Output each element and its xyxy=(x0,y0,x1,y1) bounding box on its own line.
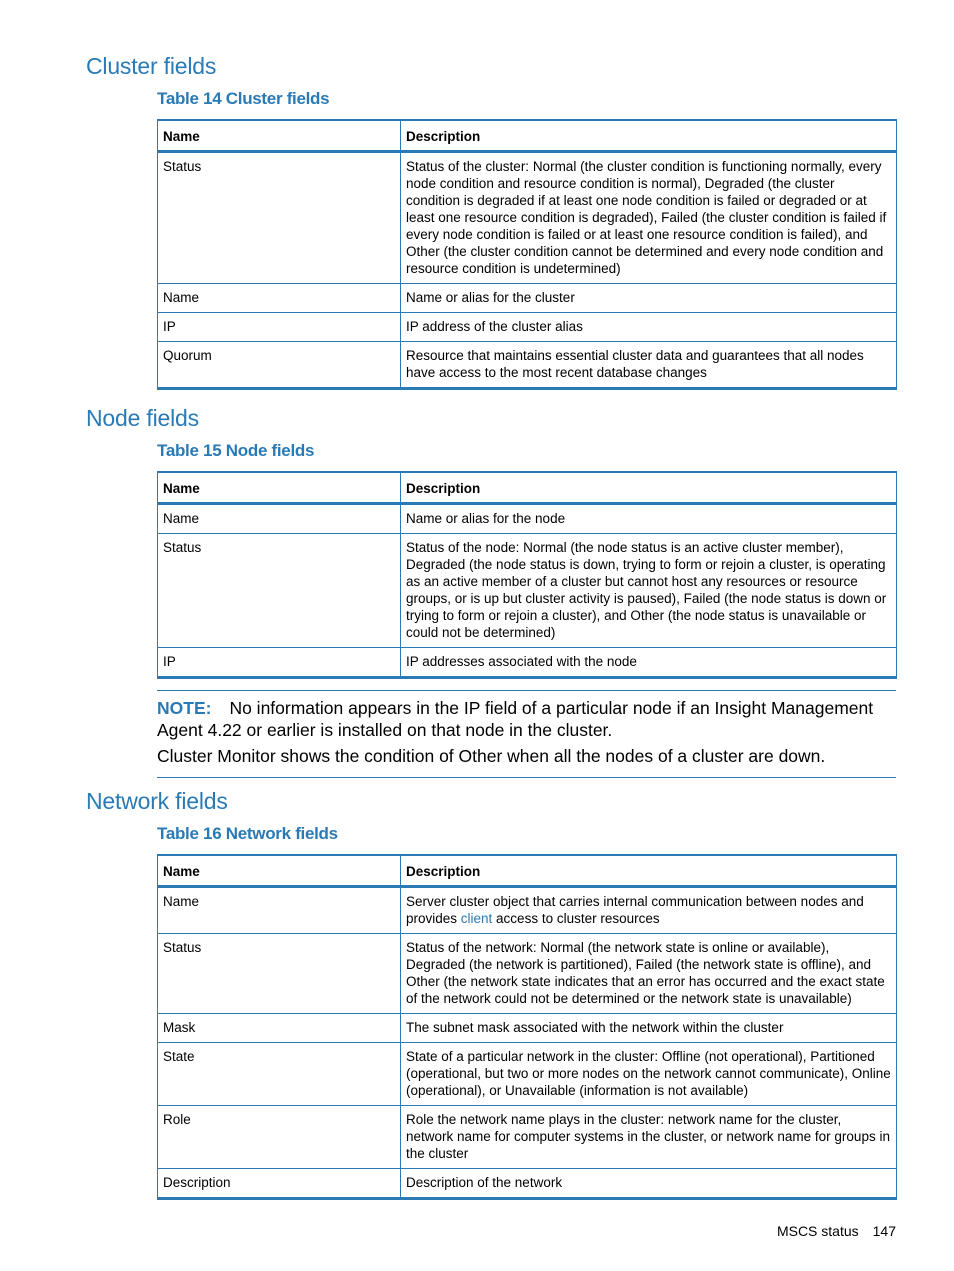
cell-name: Mask xyxy=(158,1014,401,1043)
table-row xyxy=(158,284,897,313)
client-link[interactable]: client xyxy=(460,911,493,926)
cell-name: Name xyxy=(158,887,401,934)
table-caption-network: Table 16 Network fields xyxy=(157,824,338,843)
description-text: Server cluster object that carries internal communication between nodes and provides xyxy=(406,894,864,926)
cell-description: The subnet mask associated with the network within the cluster xyxy=(401,1014,897,1043)
table-row xyxy=(158,1106,897,1169)
cell-name: State xyxy=(158,1043,401,1106)
note-paragraph xyxy=(157,697,896,741)
cell-name: Role xyxy=(158,1106,401,1169)
column-header-name: Name xyxy=(158,120,401,152)
page-number: 147 xyxy=(872,1223,896,1239)
cell-name: Name xyxy=(158,284,401,313)
note-text: No information appears in the IP field of a particular node if an Insight Management Agent 4.22 or earlier is installed on that node in the cluster. xyxy=(157,698,874,740)
table-row xyxy=(158,1014,897,1043)
column-header-name: Name xyxy=(158,472,401,504)
page-footer xyxy=(777,1223,896,1239)
table-header-row xyxy=(158,855,897,887)
cell-name: Status xyxy=(158,152,401,284)
cell-description: IP addresses associated with the node xyxy=(401,648,897,678)
heading-node-fields: Node fields xyxy=(86,405,199,431)
note-box xyxy=(157,690,896,778)
note-paragraph-2: Cluster Monitor shows the condition of Other when all the nodes of a cluster are down. xyxy=(157,746,826,766)
table-caption-cluster: Table 14 Cluster fields xyxy=(157,89,330,108)
table-row xyxy=(158,313,897,342)
cluster-fields-table xyxy=(157,119,897,390)
column-header-description: Description xyxy=(401,472,897,504)
cell-description: Description of the network xyxy=(401,1169,897,1199)
cell-description: Name or alias for the node xyxy=(401,504,897,534)
table-row xyxy=(158,504,897,534)
cell-name: Status xyxy=(158,934,401,1014)
cell-name: Description xyxy=(158,1169,401,1199)
column-header-description: Description xyxy=(401,120,897,152)
cell-name: IP xyxy=(158,313,401,342)
node-fields-table xyxy=(157,471,897,679)
note-label: NOTE: xyxy=(157,698,212,718)
heading-network-fields: Network fields xyxy=(86,788,228,814)
table-row xyxy=(158,648,897,678)
heading-cluster-fields: Cluster fields xyxy=(86,53,217,79)
cell-name: IP xyxy=(158,648,401,678)
table-row xyxy=(158,1043,897,1106)
cell-description: Status of the cluster: Normal (the cluster condition is functioning normally, every node condition and resource condition is normal), Degraded (the cluster condition is degraded if at least one node condition is failed or degraded or at least one resource condition is degraded), Failed (the cluster condition is failed if every node condition is failed or at least one resource condition is failed), and Other (the cluster condition cannot be determined and every node condition and resource condition is undetermined) xyxy=(401,152,897,284)
table-row xyxy=(158,934,897,1014)
table-header-row xyxy=(158,472,897,504)
cell-name: Name xyxy=(158,504,401,534)
cell-description: State of a particular network in the cluster: Offline (not operational), Partitioned (operational, but two or more nodes on the network cannot communicate), Online (operational), or Unavailable (information is not available) xyxy=(401,1043,897,1106)
cell-description: Resource that maintains essential cluster data and guarantees that all nodes have access to the most recent database changes xyxy=(401,342,897,389)
table-row xyxy=(158,1169,897,1199)
cell-description: Status of the network: Normal (the network state is online or available), Degraded (the network is partitioned), Failed (the network state is offline), and Other (the network state indicates that an error has occurred and the exact state of the network could not be determined or the network state is unavailable) xyxy=(401,934,897,1014)
table-caption-node: Table 15 Node fields xyxy=(157,441,315,460)
table-header-row xyxy=(158,120,897,152)
cell-name: Status xyxy=(158,534,401,648)
cell-description: Role the network name plays in the cluster: network name for the cluster, network name for computer systems in the cluster, or network name for groups in the cluster xyxy=(401,1106,897,1169)
column-header-name: Name xyxy=(158,855,401,887)
cell-description: IP address of the cluster alias xyxy=(401,313,897,342)
footer-section-title: MSCS status xyxy=(776,1223,859,1239)
cell-description: Name or alias for the cluster xyxy=(401,284,897,313)
cell-description xyxy=(401,887,897,934)
network-fields-table xyxy=(157,854,897,1200)
table-row xyxy=(158,342,897,389)
table-row xyxy=(158,534,897,648)
cell-name: Quorum xyxy=(158,342,401,389)
table-row xyxy=(158,887,897,934)
table-row xyxy=(158,152,897,284)
description-text: access to cluster resources xyxy=(492,911,660,926)
column-header-description: Description xyxy=(401,855,897,887)
cell-description: Status of the node: Normal (the node status is an active cluster member), Degraded (the node status is down, trying to form or rejoin a cluster, is operating as an active member of a cluster but cannot host any resources or resource groups, or is up but cluster activity is paused), Failed (the node status is down or trying to form or rejoin a cluster), and Other (the node status is unavailable or could not be determined) xyxy=(401,534,897,648)
